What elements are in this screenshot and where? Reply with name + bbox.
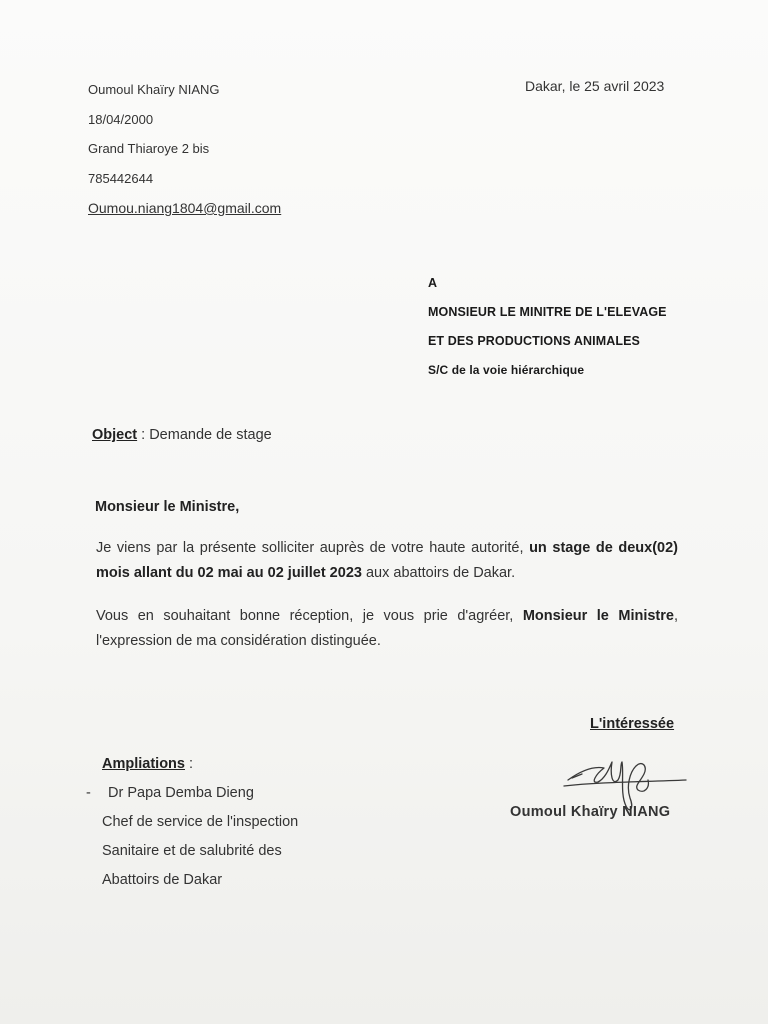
ampliations-line-2: Chef de service de l'inspection: [102, 814, 299, 830]
paragraph-request-text-2: aux abattoirs de Dakar.: [361, 565, 516, 581]
closing-label: L'intéressée: [590, 716, 675, 732]
paragraph-closing-bold: Monsieur le Ministre: [522, 608, 674, 624]
recipient-block: [428, 272, 667, 388]
recipient-line-2: ET DES PRODUCTIONS ANIMALES: [428, 334, 640, 348]
paragraph-closing: [96, 604, 678, 654]
recipient-line-1: MONSIEUR LE MINITRE DE L'ELEVAGE: [428, 305, 667, 319]
sender-email: Oumou.niang1804@gmail.com: [88, 200, 282, 216]
letter-date: Dakar, le 25 avril 2023: [525, 78, 665, 94]
paragraph-request-bold: un stage de deux(02) mois allant du 02 mai au 02 juillet 2023: [96, 540, 678, 581]
paragraph-request: [96, 536, 678, 586]
salutation: Monsieur le Ministre,: [95, 499, 240, 515]
sender-block: [88, 80, 281, 228]
object-line: [92, 427, 272, 443]
sender-address: Grand Thiaroye 2 bis: [88, 141, 210, 156]
sender-name: Oumoul Khaïry NIANG: [88, 82, 220, 97]
ampliations-dash: -: [86, 785, 91, 801]
paragraph-request-text-1: Je viens par la présente solliciter auprès de votre haute autorité,: [96, 540, 530, 556]
ampliations-block: [86, 750, 299, 895]
sender-phone: 785442644: [88, 170, 154, 186]
ampliations-line-4: Abattoirs de Dakar: [102, 872, 223, 888]
ampliations-line-3: Sanitaire et de salubrité des: [102, 843, 282, 859]
ampliations-line-1: Dr Papa Demba Dieng: [108, 785, 254, 801]
paragraph-closing-text-1: Vous en souhaitant bonne réception, je vous prie d'agréer,: [96, 608, 523, 624]
sender-birthdate: 18/04/2000: [88, 111, 154, 127]
object-text: : Demande de stage: [137, 427, 272, 443]
recipient-line-3: S/C de la voie hiérarchique: [428, 363, 585, 377]
signature-name: Oumoul Khaïry NIANG: [510, 804, 671, 820]
paragraph-closing-text-2: , l'expression de ma considération distinguée.: [96, 608, 678, 649]
ampliations-title-suffix: :: [184, 756, 194, 772]
object-label: Object: [92, 427, 138, 443]
ampliations-title: Ampliations: [102, 756, 185, 772]
recipient-prefix: A: [428, 276, 438, 290]
